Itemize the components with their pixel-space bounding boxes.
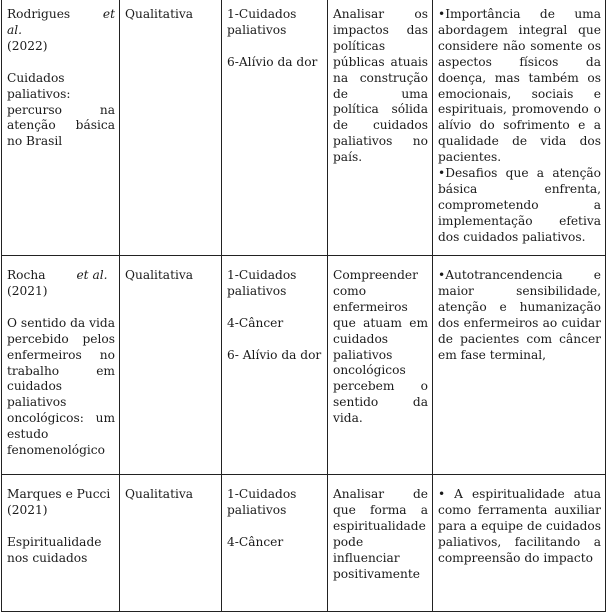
objective: Analisar de que forma a espiritualidade pode influenciar positivamente	[333, 487, 428, 581]
method: Qualitativa	[125, 7, 194, 21]
results-cell	[433, 256, 606, 475]
author-line: Marques e Pucci	[7, 487, 111, 501]
table-row	[2, 256, 606, 475]
results-cell	[433, 475, 606, 612]
table-row	[2, 475, 606, 612]
category: 1-Cuidados paliativos	[227, 7, 297, 37]
category: 4-Câncer	[227, 315, 284, 330]
objective-cell	[328, 256, 433, 475]
literature-review-table	[1, 0, 606, 612]
author-line: Rocha et al.	[7, 268, 108, 282]
result-item: • A espiritualidade atua como ferramenta auxiliar para a equipe de cuidados paliativos, facilitando a compreensão do impacto	[438, 487, 601, 565]
result-item: •Importância de uma abordagem integral que considere não somente os aspectos físicos da doença, mas também os emocionais, sociais e espirituais, promovendo o alívio do sofrimento e a qualidade de vida dos pacientes.	[438, 7, 601, 165]
category: 6- Alívio da dor	[227, 347, 322, 362]
year: (2021)	[7, 502, 48, 517]
result-item: •Desafios que a atenção básica enfrenta, comprometendo a implementação efetiva dos cuidados paliativos.	[438, 166, 601, 244]
method-cell	[120, 256, 222, 475]
method-cell	[120, 475, 222, 612]
table-row	[2, 0, 606, 256]
category: 6-Alívio da dor	[227, 54, 318, 69]
author-cell	[2, 475, 120, 612]
result-item: •Autotrancendencia e maior sensibilidade, atenção e humanização dos enfermeiros ao cuidar de pacientes com câncer em fase terminal,	[438, 268, 601, 362]
categories-cell	[222, 475, 328, 612]
objective: Compreender como enfermeiros que atuam em cuidados paliativos oncológicos percebem o sentido da vida.	[333, 268, 428, 426]
category: 4-Câncer	[227, 534, 284, 549]
author-line: Rodrigues et al.	[7, 7, 115, 37]
objective-cell	[328, 0, 433, 256]
category: 1-Cuidados paliativos	[227, 268, 297, 298]
year: (2022)	[7, 38, 48, 53]
categories-cell	[222, 0, 328, 256]
author-cell	[2, 256, 120, 475]
study-title: Cuidados paliativos: percurso na atenção básica no Brasil	[7, 70, 115, 149]
categories-cell	[222, 256, 328, 475]
study-title: Espiritualidade nos cuidados	[7, 534, 102, 565]
method: Qualitativa	[125, 487, 194, 501]
method: Qualitativa	[125, 268, 194, 282]
method-cell	[120, 0, 222, 256]
year: (2021)	[7, 283, 48, 298]
study-title: O sentido da vida percebido pelos enfermeiros no trabalho em cuidados paliativos oncológicos: um estudo fenomenológico	[7, 315, 115, 458]
category: 1-Cuidados paliativos	[227, 487, 297, 517]
objective: Analisar os impactos das políticas públicas atuais na construção de uma política sólida de cuidados paliativos no país.	[333, 7, 428, 165]
objective-cell	[328, 475, 433, 612]
results-cell	[433, 0, 606, 256]
author-cell	[2, 0, 120, 256]
